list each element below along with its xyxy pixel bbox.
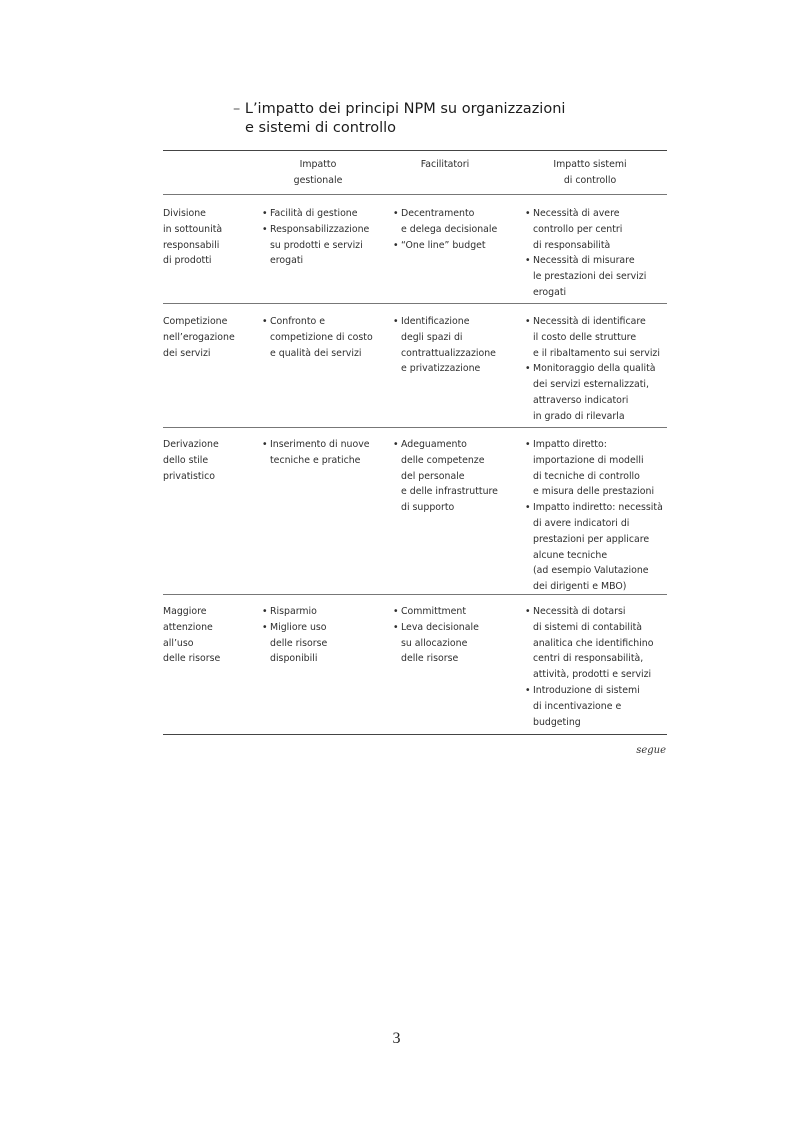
table-title <box>233 100 565 138</box>
list-item: • Facilità di gestione <box>262 206 369 222</box>
list-item: • Leva decisionale su allocazione delle risorse <box>393 620 479 667</box>
header-facilitatori: Facilitatori <box>420 159 470 170</box>
page-number: 3 <box>392 1030 401 1047</box>
row-1-sistemi-list <box>525 206 646 301</box>
list-item: • Impatto diretto: importazione di modelli di tecniche di controllo e misura delle prestazioni <box>525 437 663 500</box>
list-item: • Confronto e competizione di costo e qualità dei servizi <box>262 314 373 361</box>
list-item: • Inserimento di nuove tecniche e pratiche <box>262 437 370 469</box>
list-item: • Adeguamento delle competenze del personale e delle infrastrutture di supporto <box>393 437 498 516</box>
list-item: • Monitoraggio della qualità dei servizi esternalizzati, attraverso indicatori in grado di rilevarla <box>525 361 660 424</box>
row-3-gestionale-list <box>262 437 370 469</box>
continued-note: segue <box>636 745 666 756</box>
table-bottom-rule <box>163 734 667 735</box>
row-1-facilitatori-list <box>393 206 497 253</box>
row-2-sistemi-list <box>525 314 660 425</box>
header-impatto-gestionale: Impatto gestionale <box>293 159 343 186</box>
row-divider-1 <box>163 303 667 304</box>
header-impatto-sistemi: Impatto sistemi di controllo <box>553 159 627 186</box>
list-item: • “One line” budget <box>393 238 497 254</box>
list-item: • Impatto indiretto: necessità di avere indicatori di prestazioni per applicare alcune tecniche (ad esempio Valutazione dei dirigenti e MBO) <box>525 500 663 595</box>
title-line-1: L’impatto dei principi NPM su organizzazioni <box>244 101 566 117</box>
row-4-gestionale-list <box>262 604 327 667</box>
title-dash: – <box>233 101 241 117</box>
row-1-gestionale-list <box>262 206 369 269</box>
list-item: • Risparmio <box>262 604 327 620</box>
list-item: • Necessità di avere controllo per centri di responsabilità <box>525 206 646 253</box>
list-item: • Identificazione degli spazi di contrattualizzazione e privatizzazione <box>393 314 496 377</box>
row-label-maggiore-attenzione: Maggiore attenzione all’uso delle risorse <box>163 606 221 665</box>
list-item: • Committment <box>393 604 479 620</box>
table-top-rule <box>163 150 667 151</box>
row-2-facilitatori-list <box>393 314 496 377</box>
row-4-facilitatori-list <box>393 604 479 667</box>
list-item: • Necessità di dotarsi di sistemi di contabilità analitica che identifichino centri di responsabilità, attività, prodotti e servizi <box>525 604 653 683</box>
row-label-derivazione: Derivazione dello stile privatistico <box>163 439 219 482</box>
row-3-sistemi-list <box>525 437 663 595</box>
header-bottom-rule <box>163 194 667 195</box>
list-item: • Decentramento e delega decisionale <box>393 206 497 238</box>
list-item: • Necessità di identificare il costo delle strutture e il ribaltamento sui servizi <box>525 314 660 361</box>
list-item: • Necessità di misurare le prestazioni dei servizi erogati <box>525 253 646 300</box>
list-item: • Migliore uso delle risorse disponibili <box>262 620 327 667</box>
row-4-sistemi-list <box>525 604 653 730</box>
row-3-facilitatori-list <box>393 437 498 516</box>
list-item: • Introduzione di sistemi di incentivazione e budgeting <box>525 683 653 730</box>
row-2-gestionale-list <box>262 314 373 361</box>
row-label-competizione: Competizione nell’erogazione dei servizi <box>163 316 235 359</box>
row-divider-2 <box>163 427 667 428</box>
list-item: • Responsabilizzazione su prodotti e servizi erogati <box>262 222 369 269</box>
row-label-divisione: Divisione in sottounità responsabili di prodotti <box>163 208 223 267</box>
title-line-2: e sistemi di controllo <box>245 120 397 136</box>
